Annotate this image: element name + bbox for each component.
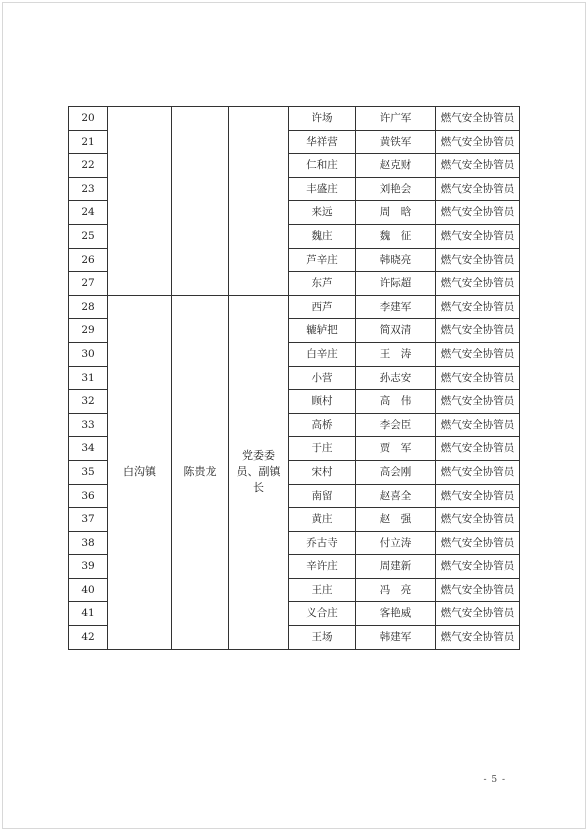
duty-cell: 燃气安全协管员 bbox=[436, 224, 520, 248]
row-number: 40 bbox=[69, 578, 108, 602]
row-number: 29 bbox=[69, 319, 108, 343]
village-cell: 辘轳把 bbox=[289, 319, 356, 343]
village-cell: 来远 bbox=[289, 201, 356, 225]
village-cell: 华祥营 bbox=[289, 130, 356, 154]
page-number: - 5 - bbox=[483, 775, 506, 785]
village-cell: 顾村 bbox=[289, 390, 356, 414]
duty-cell: 燃气安全协管员 bbox=[436, 531, 520, 555]
village-cell: 许场 bbox=[289, 107, 356, 131]
duty-cell: 燃气安全协管员 bbox=[436, 413, 520, 437]
village-cell: 芦辛庄 bbox=[289, 248, 356, 272]
village-cell: 东芦 bbox=[289, 272, 356, 296]
leader-cell bbox=[172, 107, 229, 296]
person-cell: 李会臣 bbox=[356, 413, 436, 437]
row-number: 22 bbox=[69, 154, 108, 178]
duty-cell: 燃气安全协管员 bbox=[436, 177, 520, 201]
row-number: 28 bbox=[69, 295, 108, 319]
person-cell: 赵 强 bbox=[356, 508, 436, 532]
duty-cell: 燃气安全协管员 bbox=[436, 366, 520, 390]
village-cell: 辛许庄 bbox=[289, 555, 356, 579]
person-cell: 李建军 bbox=[356, 295, 436, 319]
row-number: 30 bbox=[69, 342, 108, 366]
person-cell: 高会刚 bbox=[356, 460, 436, 484]
row-number: 34 bbox=[69, 437, 108, 461]
row-number: 24 bbox=[69, 201, 108, 225]
row-number: 31 bbox=[69, 366, 108, 390]
village-cell: 小营 bbox=[289, 366, 356, 390]
row-number: 26 bbox=[69, 248, 108, 272]
duty-cell: 燃气安全协管员 bbox=[436, 319, 520, 343]
duty-cell: 燃气安全协管员 bbox=[436, 555, 520, 579]
row-number: 35 bbox=[69, 460, 108, 484]
duty-cell: 燃气安全协管员 bbox=[436, 342, 520, 366]
row-number: 20 bbox=[69, 107, 108, 131]
roster-body bbox=[69, 107, 520, 650]
person-cell: 刘艳会 bbox=[356, 177, 436, 201]
person-cell: 周建新 bbox=[356, 555, 436, 579]
person-cell: 许际超 bbox=[356, 272, 436, 296]
duty-cell: 燃气安全协管员 bbox=[436, 508, 520, 532]
row-number: 33 bbox=[69, 413, 108, 437]
row-number: 36 bbox=[69, 484, 108, 508]
town-cell bbox=[108, 107, 172, 296]
duty-cell: 燃气安全协管员 bbox=[436, 460, 520, 484]
village-cell: 王场 bbox=[289, 626, 356, 650]
position-cell bbox=[229, 107, 289, 296]
gas-safety-roster-table bbox=[68, 106, 520, 650]
village-cell: 于庄 bbox=[289, 437, 356, 461]
person-cell: 韩建军 bbox=[356, 626, 436, 650]
row-number: 32 bbox=[69, 390, 108, 414]
person-cell: 贾 军 bbox=[356, 437, 436, 461]
person-cell: 冯 亮 bbox=[356, 578, 436, 602]
position-cell: 党委委员、副镇长 bbox=[229, 295, 289, 649]
duty-cell: 燃气安全协管员 bbox=[436, 578, 520, 602]
village-cell: 丰盛庄 bbox=[289, 177, 356, 201]
table-row bbox=[69, 295, 520, 319]
village-cell: 南留 bbox=[289, 484, 356, 508]
person-cell: 周 晗 bbox=[356, 201, 436, 225]
village-cell: 黄庄 bbox=[289, 508, 356, 532]
village-cell: 乔古寺 bbox=[289, 531, 356, 555]
village-cell: 魏庄 bbox=[289, 224, 356, 248]
row-number: 38 bbox=[69, 531, 108, 555]
duty-cell: 燃气安全协管员 bbox=[436, 130, 520, 154]
village-cell: 义合庄 bbox=[289, 602, 356, 626]
village-cell: 王庄 bbox=[289, 578, 356, 602]
person-cell: 魏 征 bbox=[356, 224, 436, 248]
village-cell: 白辛庄 bbox=[289, 342, 356, 366]
person-cell: 王 涛 bbox=[356, 342, 436, 366]
row-number: 39 bbox=[69, 555, 108, 579]
row-number: 21 bbox=[69, 130, 108, 154]
row-number: 41 bbox=[69, 602, 108, 626]
row-number: 37 bbox=[69, 508, 108, 532]
duty-cell: 燃气安全协管员 bbox=[436, 107, 520, 131]
duty-cell: 燃气安全协管员 bbox=[436, 484, 520, 508]
duty-cell: 燃气安全协管员 bbox=[436, 272, 520, 296]
village-cell: 西芦 bbox=[289, 295, 356, 319]
duty-cell: 燃气安全协管员 bbox=[436, 437, 520, 461]
person-cell: 赵克财 bbox=[356, 154, 436, 178]
person-cell: 简双清 bbox=[356, 319, 436, 343]
person-cell: 韩晓亮 bbox=[356, 248, 436, 272]
person-cell: 高 伟 bbox=[356, 390, 436, 414]
duty-cell: 燃气安全协管员 bbox=[436, 201, 520, 225]
row-number: 42 bbox=[69, 626, 108, 650]
person-cell: 赵喜全 bbox=[356, 484, 436, 508]
row-number: 25 bbox=[69, 224, 108, 248]
row-number: 23 bbox=[69, 177, 108, 201]
village-cell: 高桥 bbox=[289, 413, 356, 437]
person-cell: 孙志安 bbox=[356, 366, 436, 390]
row-number: 27 bbox=[69, 272, 108, 296]
duty-cell: 燃气安全协管员 bbox=[436, 154, 520, 178]
table-row bbox=[69, 107, 520, 131]
person-cell: 许广军 bbox=[356, 107, 436, 131]
village-cell: 宋村 bbox=[289, 460, 356, 484]
person-cell: 黄铁军 bbox=[356, 130, 436, 154]
person-cell: 客艳威 bbox=[356, 602, 436, 626]
duty-cell: 燃气安全协管员 bbox=[436, 248, 520, 272]
person-cell: 付立涛 bbox=[356, 531, 436, 555]
duty-cell: 燃气安全协管员 bbox=[436, 390, 520, 414]
duty-cell: 燃气安全协管员 bbox=[436, 626, 520, 650]
duty-cell: 燃气安全协管员 bbox=[436, 602, 520, 626]
village-cell: 仁和庄 bbox=[289, 154, 356, 178]
leader-cell: 陈贵龙 bbox=[172, 295, 229, 649]
town-cell: 白沟镇 bbox=[108, 295, 172, 649]
duty-cell: 燃气安全协管员 bbox=[436, 295, 520, 319]
